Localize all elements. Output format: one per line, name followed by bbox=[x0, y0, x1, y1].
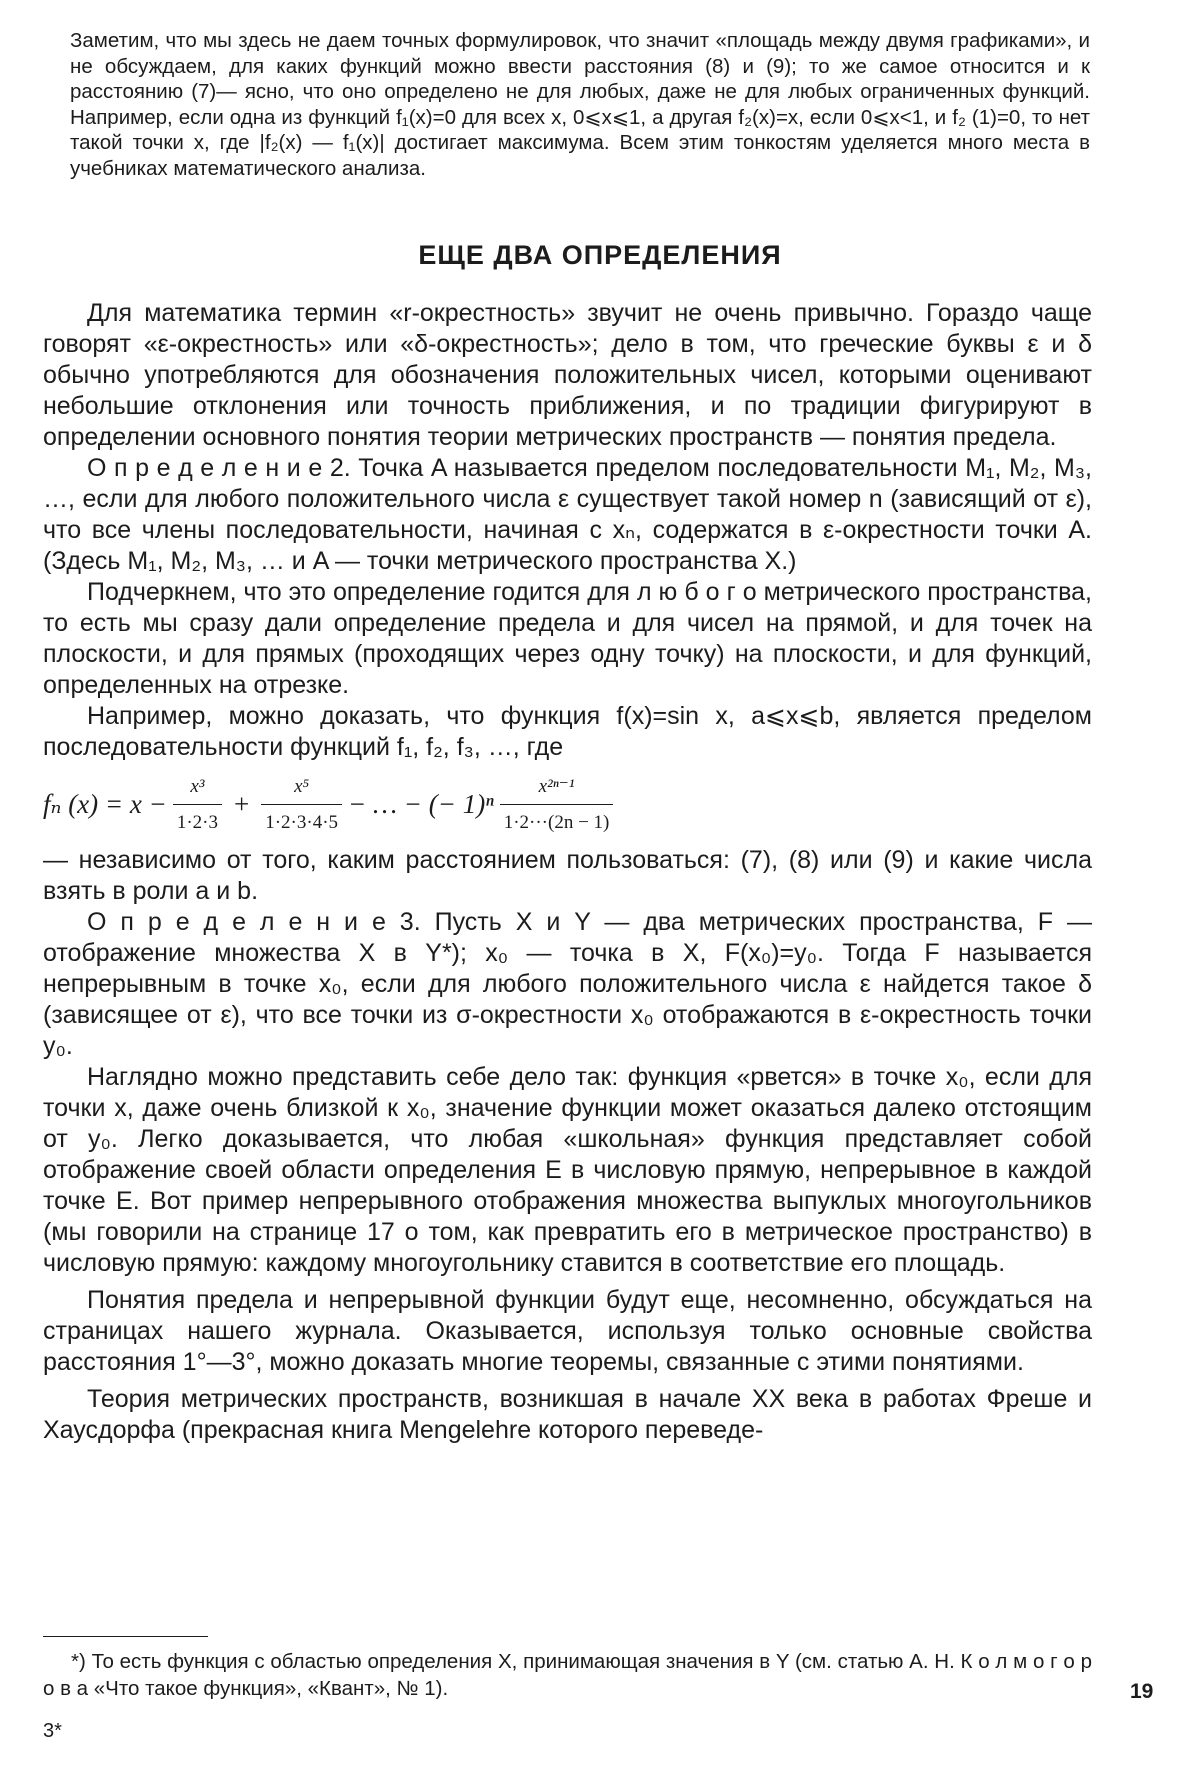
paragraph-5: — независимо от того, каким расстоянием пользоваться: (7), (8) или (9) и какие числа взять в роли a и b. bbox=[43, 846, 1092, 905]
paragraph-4: Например, можно доказать, что функция f(x)=sin x, a⩽x⩽b, является пределом последовательности функций f₁, f₂, f₃, …, где bbox=[43, 702, 1092, 761]
formula-fraction-1 bbox=[173, 771, 222, 838]
paragraph-8: Понятия предела и непрерывной функции будут еще, несомненно, обсуждаться на страницах нашего журнала. Оказывается, используя только основные свойства расстояния 1°—3°, можно доказать многие теоремы, связанные с этими понятиями. bbox=[43, 1286, 1092, 1376]
formula-lhs: fₙ (x) = x − bbox=[43, 788, 167, 819]
paragraph-9: Теория метрических пространств, возникшая в начале XX века в работах Фреше и Хаусдорфа (прекрасная книга Mengelehre которого переведе- bbox=[43, 1385, 1092, 1444]
section-heading: ЕЩЕ ДВА ОПРЕДЕЛЕНИЯ bbox=[418, 240, 782, 270]
fraction-3-numerator: x²ⁿ⁻¹ bbox=[538, 775, 575, 797]
page-number: 19 bbox=[1130, 1680, 1154, 1703]
formula-fraction-2 bbox=[261, 771, 342, 838]
paragraph-3: Подчеркнем, что это определение годится для л ю б о г о метрического пространства, то есть мы сразу дали определение предела и для чисел на прямой, и для точек на плоскости, и для прямых (проходящих через одну точку) на плоскости, и для функций, определенных на отрезке. bbox=[43, 578, 1092, 699]
paragraph-1: Для математика термин «r-окрестность» звучит не очень привычно. Гораздо чаще говорят «ε-окрестность» или «δ-окрестность»; дело в том, что греческие буквы ε и δ обычно употребляются для обозначения положительных чисел, которыми оценивают небольшие отклонения или точность приближения, и по традиции фигурируют в определении основного понятия теории метрических пространств — понятия предела. bbox=[43, 299, 1092, 451]
formula-middle: − … − (− 1)ⁿ bbox=[348, 788, 494, 819]
footnote-rule bbox=[43, 1636, 208, 1637]
fraction-2-denominator: 1·2·3·4·5 bbox=[261, 804, 342, 838]
fraction-3-denominator: 1·2···(2n − 1) bbox=[500, 804, 614, 838]
formula-fraction-3 bbox=[500, 771, 614, 838]
top-note: Заметим, что мы здесь не даем точных формулировок, что значит «площадь между двумя графиками», и не обсуждаем, для каких функций можно ввести расстояния (8) и (9); то же самое относится и к расстоянию (7)— ясно, что оно определено не для любых, даже не для любых ограниченных функций. Например, если одна из функций f₁(x)=0 для всех x, 0⩽x⩽1, а другая f₂(x)=x, если 0⩽x<1, и f₂ (1)=0, то нет такой точки x, где |f₂(x) — f₁(x)| достигает максимума. Всем этим тонкостям уделяется много места в учебниках математического анализа. bbox=[70, 29, 1090, 180]
formula-plus: + bbox=[234, 788, 250, 819]
body-text bbox=[43, 298, 1092, 1446]
paragraph-7: Наглядно можно представить себе дело так: функция «рвется» в точке x₀, если для точки x, даже очень близкой к x₀, значение функции может оказаться далеко отстоящим от y₀. Легко доказывается, что любая «школьная» функция представляет собой отображение своей области определения E в числовую прямую, непрерывное в каждой точке E. Вот пример непрерывного отображения множества выпуклых многоугольников (мы говорили на странице 17 о том, как превратить его в метрическое пространство) в числовую прямую: каждому многоугольнику ставится в соответствие его площадь. bbox=[43, 1063, 1092, 1277]
paragraph-definition-2: О п р е д е л е н и е 2. Точка A называется пределом последовательности M₁, M₂, M₃, …, если для любого положительного числа ε существует такой номер n (зависящий от ε), что все члены последовательности, начиная с xₙ, содержатся в ε-окрестности точки A. (Здесь M₁, M₂, M₃, … и A — точки метрического пространства X.) bbox=[43, 454, 1092, 575]
fraction-1-denominator: 1·2·3 bbox=[173, 804, 222, 838]
fraction-2-numerator: x⁵ bbox=[294, 775, 310, 797]
fraction-1-numerator: x³ bbox=[190, 775, 205, 797]
formula bbox=[43, 763, 1092, 845]
signature-mark: 3* bbox=[43, 1720, 62, 1742]
footnote: *) То есть функция с областью определения X, принимающая значения в Y (см. статью А. Н. К о л м о г о р о в а «Что такое функция», «Квант», № 1). bbox=[43, 1650, 1092, 1700]
paragraph-definition-3: О п р е д е л е н и е 3. Пусть X и Y — два метрических пространства, F — отображение множества X в Y*); x₀ — точка в X, F(x₀)=y₀. Тогда F называется непрерывным в точке x₀, если для любого положительного числа ε найдется такое δ (зависящее от ε), что все точки из σ-окрестности x₀ отображаются в ε-окрестность точки y₀. bbox=[43, 908, 1092, 1060]
